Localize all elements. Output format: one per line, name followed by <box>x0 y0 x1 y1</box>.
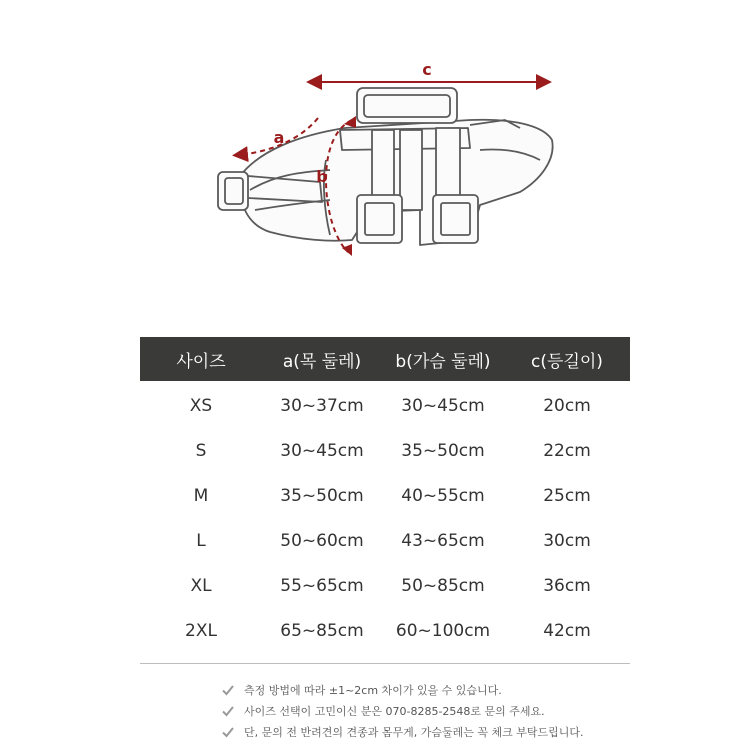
cell-size: L <box>196 530 206 551</box>
note-text: 단, 문의 전 반려견의 견종과 몸무게, 가슴둘레는 꼭 체크 부탁드립니다. <box>244 725 584 739</box>
cell-back-length: 20cm <box>543 395 591 416</box>
cell-back-length: 36cm <box>543 575 591 596</box>
table-body <box>140 381 630 653</box>
cell-chest: 35~50cm <box>401 440 485 461</box>
cell-size: XL <box>190 575 212 596</box>
check-icon <box>222 705 234 717</box>
table-header <box>140 337 630 381</box>
cell-size: M <box>193 485 209 506</box>
cell-neck: 30~37cm <box>280 395 364 416</box>
table-row <box>140 383 630 428</box>
cell-chest: 43~65cm <box>401 530 485 551</box>
cell-chest: 40~55cm <box>401 485 485 506</box>
measure-c-arrow <box>312 60 546 82</box>
vest-size-diagram <box>0 0 750 320</box>
notes-list <box>222 679 584 742</box>
measure-c-label: c <box>422 60 432 79</box>
cell-size: XS <box>189 395 213 416</box>
header-size: 사이즈 <box>176 351 226 372</box>
measure-a-label: a <box>273 128 285 147</box>
divider <box>140 663 630 664</box>
table-row <box>140 428 630 473</box>
table-row <box>140 518 630 563</box>
cell-back-length: 42cm <box>543 620 591 641</box>
cell-size: S <box>195 440 207 461</box>
header-back-length: c(등길이) <box>531 351 603 372</box>
cell-neck: 50~60cm <box>280 530 364 551</box>
list-item <box>222 721 584 742</box>
header-neck: a(목 둘레) <box>282 351 362 372</box>
check-icon <box>222 684 234 696</box>
cell-back-length: 25cm <box>543 485 591 506</box>
cell-back-length: 30cm <box>543 530 591 551</box>
list-item <box>222 679 584 700</box>
note-text: 측정 방법에 따라 ±1~2cm 차이가 있을 수 있습니다. <box>244 683 502 697</box>
header-chest: b(가슴 둘레) <box>395 351 491 372</box>
size-table <box>140 337 630 653</box>
cell-neck: 55~65cm <box>280 575 364 596</box>
cell-chest: 30~45cm <box>401 395 485 416</box>
table-row <box>140 608 630 653</box>
measure-b-label: b <box>316 167 328 186</box>
list-item <box>222 700 584 721</box>
cell-neck: 30~45cm <box>280 440 364 461</box>
cell-chest: 50~85cm <box>401 575 485 596</box>
cell-back-length: 22cm <box>543 440 591 461</box>
cell-chest: 60~100cm <box>395 620 491 641</box>
check-icon <box>222 726 234 738</box>
cell-neck: 65~85cm <box>280 620 364 641</box>
table-row <box>140 563 630 608</box>
cell-size: 2XL <box>185 620 217 641</box>
life-vest-illustration <box>218 88 553 245</box>
note-text: 사이즈 선택이 고민이신 분은 070-8285-2548로 문의 주세요. <box>244 704 545 718</box>
table-row <box>140 473 630 518</box>
cell-neck: 35~50cm <box>280 485 364 506</box>
